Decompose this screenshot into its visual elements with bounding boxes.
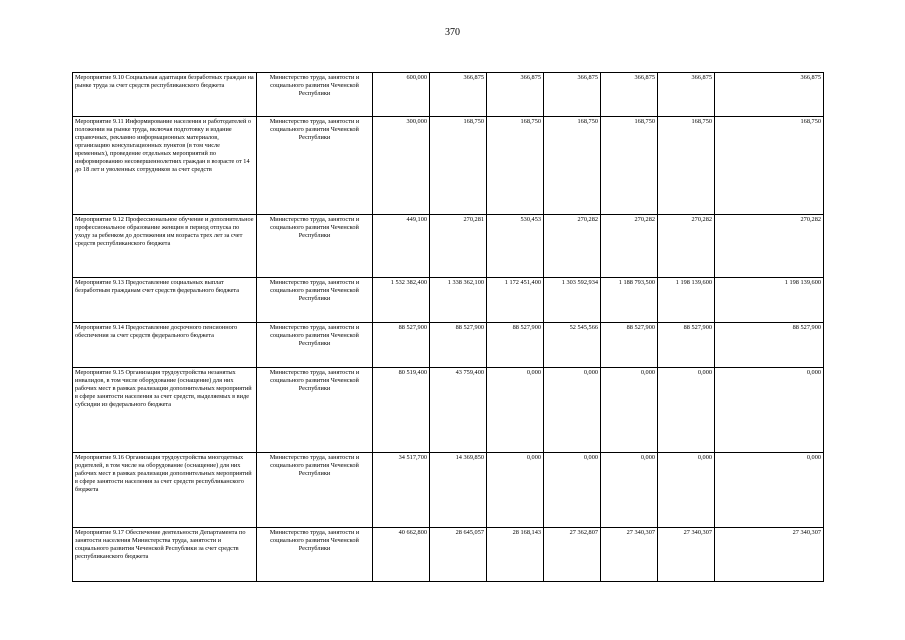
activity-description: Мероприятие 9.16 Организация трудоустройства многодетных родителей, в том числе на оборудование (оснащение) для них рабочих мест в рамках реализации дополнительных мероприятий в сфере занятости населения за счет средств республиканского бюджета (73, 453, 257, 528)
funding-value: 366,875 (544, 73, 601, 117)
funding-value: 366,875 (430, 73, 487, 117)
funding-value: 27 340,307 (658, 528, 715, 582)
executor-name: Министерство труда, занятости и социального развития Чеченской Республики (257, 278, 373, 323)
funding-value: 88 527,900 (430, 323, 487, 368)
funding-value: 1 172 451,400 (487, 278, 544, 323)
funding-value: 0,000 (601, 453, 658, 528)
executor-name: Министерство труда, занятости и социального развития Чеченской Республики (257, 528, 373, 582)
funding-value: 40 662,800 (373, 528, 430, 582)
funding-value: 0,000 (544, 368, 601, 453)
executor-name: Министерство труда, занятости и социального развития Чеченской Республики (257, 453, 373, 528)
funding-value: 366,875 (601, 73, 658, 117)
funding-value: 168,750 (658, 117, 715, 215)
funding-value: 88 527,900 (658, 323, 715, 368)
table-row (73, 278, 824, 323)
funding-value: 530,453 (487, 215, 544, 278)
program-activities-table (72, 72, 824, 582)
funding-value: 1 338 362,100 (430, 278, 487, 323)
table-row (73, 453, 824, 528)
funding-value: 34 517,700 (373, 453, 430, 528)
page-number: 370 (445, 27, 460, 38)
funding-value: 27 362,807 (544, 528, 601, 582)
funding-value: 0,000 (544, 453, 601, 528)
table-row (73, 215, 824, 278)
funding-value: 0,000 (601, 368, 658, 453)
funding-value: 1 198 139,600 (658, 278, 715, 323)
table-row (73, 117, 824, 215)
activity-description: Мероприятие 9.11 Информирование населения и работодателей о положении на рынке труда, включая подготовку и издание справочных, рекламно информационных материалов, организацию консультационных пунктов (в том числе временных), проведение отдельных мероприятий по информированию несовершеннолетних граждан в возрасте от 14 до 18 лет и уволенных сотрудников за счет средств (73, 117, 257, 215)
funding-value: 88 527,900 (487, 323, 544, 368)
funding-value: 270,282 (601, 215, 658, 278)
funding-value: 88 527,900 (601, 323, 658, 368)
funding-value: 300,000 (373, 117, 430, 215)
activity-description: Мероприятие 9.13 Предоставление социальных выплат безработным гражданам счет средств федерального бюджета (73, 278, 257, 323)
funding-value: 27 340,307 (715, 528, 824, 582)
funding-value: 270,282 (658, 215, 715, 278)
executor-name: Министерство труда, занятости и социального развития Чеченской Республики (257, 215, 373, 278)
funding-value: 600,000 (373, 73, 430, 117)
activity-description: Мероприятие 9.15 Организация трудоустройства незанятых инвалидов, в том числе оборудование (оснащение) для них рабочих мест в рамках реализации дополнительных мероприятий в сфере занятости населения за счет средств, выделяемых в виде субсидии из федерального бюджета (73, 368, 257, 453)
funding-value: 168,750 (544, 117, 601, 215)
funding-value: 43 759,400 (430, 368, 487, 453)
table-row (73, 528, 824, 582)
funding-value: 28 645,057 (430, 528, 487, 582)
funding-value: 0,000 (715, 368, 824, 453)
funding-value: 14 369,850 (430, 453, 487, 528)
table-row (73, 73, 824, 117)
activity-description: Мероприятие 9.14 Предоставление досрочного пенсионного обеспечения за счет средств федерального бюджета (73, 323, 257, 368)
funding-value: 88 527,900 (373, 323, 430, 368)
executor-name: Министерство труда, занятости и социального развития Чеченской Республики (257, 368, 373, 453)
funding-value: 0,000 (658, 368, 715, 453)
funding-value: 270,281 (430, 215, 487, 278)
funding-value: 168,750 (601, 117, 658, 215)
funding-value: 270,282 (544, 215, 601, 278)
funding-value: 1 198 139,600 (715, 278, 824, 323)
table-row (73, 323, 824, 368)
funding-value: 0,000 (487, 368, 544, 453)
executor-name: Министерство труда, занятости и социального развития Чеченской Республики (257, 323, 373, 368)
funding-value: 449,100 (373, 215, 430, 278)
funding-value: 27 340,307 (601, 528, 658, 582)
executor-name: Министерство труда, занятости и социального развития Чеченской Республики (257, 73, 373, 117)
funding-value: 28 168,143 (487, 528, 544, 582)
executor-name: Министерство труда, занятости и социального развития Чеченской Республики (257, 117, 373, 215)
funding-value: 88 527,900 (715, 323, 824, 368)
funding-value: 168,750 (430, 117, 487, 215)
funding-value: 0,000 (715, 453, 824, 528)
funding-value: 366,875 (715, 73, 824, 117)
funding-value: 0,000 (658, 453, 715, 528)
funding-value: 270,282 (715, 215, 824, 278)
activity-description: Мероприятие 9.17 Обеспечение деятельности Департамента по занятости населения Министерства труда, занятости и социального развития Чеченской Республики за счет средств республиканского бюджета (73, 528, 257, 582)
funding-value: 52 545,566 (544, 323, 601, 368)
funding-value: 168,750 (715, 117, 824, 215)
table-row (73, 368, 824, 453)
funding-value: 1 303 592,934 (544, 278, 601, 323)
activity-description: Мероприятие 9.10 Социальная адаптация безработных граждан на рынке труда за счет средств республиканского бюджета (73, 73, 257, 117)
funding-value: 168,750 (487, 117, 544, 215)
funding-value: 1 188 793,500 (601, 278, 658, 323)
funding-value: 80 519,400 (373, 368, 430, 453)
funding-value: 0,000 (487, 453, 544, 528)
activity-description: Мероприятие 9.12 Профессиональное обучение и дополнительное профессиональное образование женщин в период отпуска по уходу за ребенком до достижения им возраста трех лет за счет средств республиканского бюджета (73, 215, 257, 278)
funding-value: 366,875 (658, 73, 715, 117)
funding-value: 1 532 382,400 (373, 278, 430, 323)
funding-value: 366,875 (487, 73, 544, 117)
